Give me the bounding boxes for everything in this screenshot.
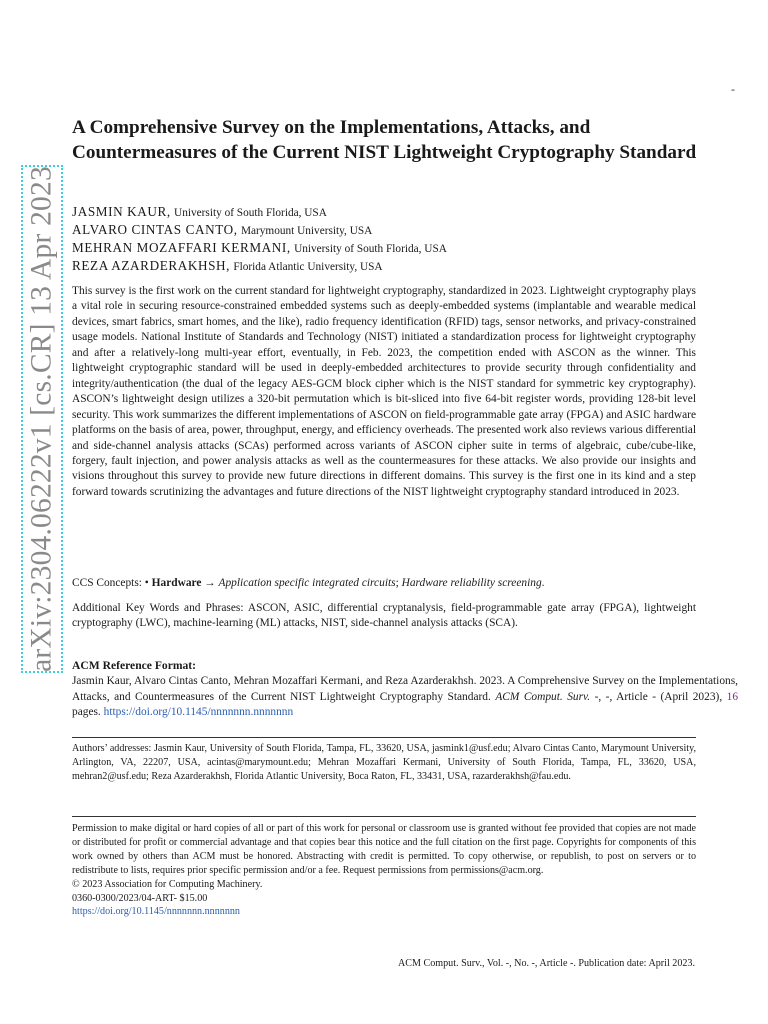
ccs-arrow: →: [204, 577, 216, 589]
author-affiliation: University of South Florida, USA: [174, 207, 327, 219]
author-name: JASMIN KAUR,: [72, 204, 171, 219]
author-entry: [72, 239, 712, 257]
paper-title: A Comprehensive Survey on the Implementations, Attacks, and Countermeasures of the Current NIST Lightweight Cryptography Standard: [72, 117, 697, 163]
reference-details: -, -, Article - (April 2023),: [594, 690, 723, 703]
author-affiliation: University of South Florida, USA: [294, 243, 447, 255]
acm-reference-heading: ACM Reference Format:: [72, 659, 197, 672]
ccs-end: .: [541, 577, 545, 589]
reference-doi-link[interactable]: https://doi.org/10.1145/nnnnnnn.nnnnnnn: [103, 706, 294, 719]
author-entry: [72, 257, 712, 275]
divider: [72, 816, 696, 817]
ccs-concept: Application specific integrated circuits: [218, 577, 396, 589]
ccs-concept: Hardware reliability screening: [401, 577, 542, 589]
author-list: [72, 203, 712, 275]
reference-pages-suffix: pages.: [72, 706, 101, 719]
reference-text: Jasmin Kaur, Alvaro Cintas Canto, Mehran Mozaffari Kermani, and Reza Azarderakhsh. 2023. A Comprehensive Survey on the Implementations, Attacks, and Countermeasures of the Current NIST Lightweight Cryptography Standard.: [72, 675, 738, 703]
reference-journal: ACM Comput. Surv.: [495, 690, 591, 703]
ccs-separator: ;: [395, 577, 399, 589]
author-name: ALVARO CINTAS CANTO,: [72, 222, 238, 237]
arxiv-identifier: arXiv:2304.06222v1 [cs.CR] 13 Apr 2023: [25, 166, 58, 672]
ccs-label: CCS Concepts: •: [72, 577, 149, 589]
abstract: This survey is the first work on the current standard for lightweight cryptography, standardized in 2023. Lightweight cryptography plays a vital role in securing resource-constrained embedded systems such as deeply-embedded systems (implantable and wearable medical devices, smart fabrics, smart homes, and the like), radio frequency identification (RFID) tags, sensor networks, and privacy-constrained usage models. National Institute of Standards and Technology (NIST) initiated a standardization process for lightweight cryptography and after a relatively-long multi-year effort, eventually, in Feb. 2023, the competition ended with ASCON as the winner. This lightweight cryptographic standard will be used in deeply-embedded architectures to provide security through confidentiality and integrity/authentication (the dual of the legacy AES-GCM block cipher which is the NIST standard for symmetric key cryptography). ASCON’s lightweight design utilizes a 320-bit permutation which is bit-sliced into five 64-bit register words, providing 128-bit level security. This work summarizes the different implementations of ASCON on field-programmable gate array (FPGA) and ASIC hardware platforms on the basis of area, power, throughput, energy, and efficiency overheads. The presented work also reviews various differential and side-channel analysis attacks (SCAs) performed across variants of ASCON cipher suite in terms of algebraic, cube/cube-like, forgery, fault injection, and power analysis attacks as well as the countermeasures for these attacks. We also provide our insights and visions throughout this survey to provide new future directions in different domains. This survey is the first one in its kind and a step forward towards scrutinizing the advantages and future directions of the NIST lightweight cryptography standard introduced in 2023.: [72, 285, 696, 498]
author-affiliation: Marymount University, USA: [240, 225, 373, 237]
author-name: REZA AZARDERAKHSH,: [72, 258, 231, 273]
copyright-line: © 2023 Association for Computing Machinery.: [72, 878, 263, 890]
author-entry: [72, 221, 712, 239]
issn-line: 0360-0300/2023/04-ART- $15.00: [72, 892, 208, 904]
author-addresses: Authors’ addresses: Jasmin Kaur, University of South Florida, Tampa, FL, 33620, USA, jasmink1@usf.edu; Alvaro Cintas Canto, Marymount University, Arlington, VA, 22207, USA, acintas@marymount.edu; Mehran Mozaffari Kermani, University of South Florida, Tampa, FL, 33620, USA, mehran2@usf.edu; Reza Azarderakhsh, Florida Atlantic University, Boca Raton, FL, 33431, USA, razarderakhsh@fau.edu.: [72, 743, 696, 783]
ccs-category: Hardware: [151, 577, 202, 589]
author-entry: [72, 203, 712, 221]
keywords: Additional Key Words and Phrases: ASCON, ASIC, differential cryptanalysis, field-programmable gate array (FPGA), lightweight cryptography (LWC), machine-learning (ML) attacks, NIST, side-channel analysis attacks (SCA).: [72, 602, 696, 630]
permission-doi-link[interactable]: https://doi.org/10.1145/nnnnnnn.nnnnnnn: [72, 906, 240, 918]
author-affiliation: Florida Atlantic University, USA: [233, 261, 383, 273]
acm-reference: [72, 674, 738, 721]
page-count-link[interactable]: 16: [726, 690, 739, 703]
corner-mark: -: [731, 82, 735, 96]
author-name: MEHRAN MOZAFFARI KERMANI,: [72, 240, 291, 255]
ccs-concepts: [72, 576, 696, 591]
permission-text: Permission to make digital or hard copies of all or part of this work for personal or classroom use is granted without fee provided that copies are not made or distributed for profit or commercial advantage and that copies bear this notice and the full citation on the first page. Copyrights for components of this work owned by others than ACM must be honored. Abstracting with credit is permitted. To copy otherwise, or republish, to post on servers or to redistribute to lists, requires prior specific permission and/or a fee. Request permissions from permissions@acm.org.: [72, 823, 696, 876]
page-footer: ACM Comput. Surv., Vol. -, No. -, Article -. Publication date: April 2023.: [397, 958, 695, 969]
divider: [72, 737, 696, 738]
permission-notice: [72, 822, 696, 919]
